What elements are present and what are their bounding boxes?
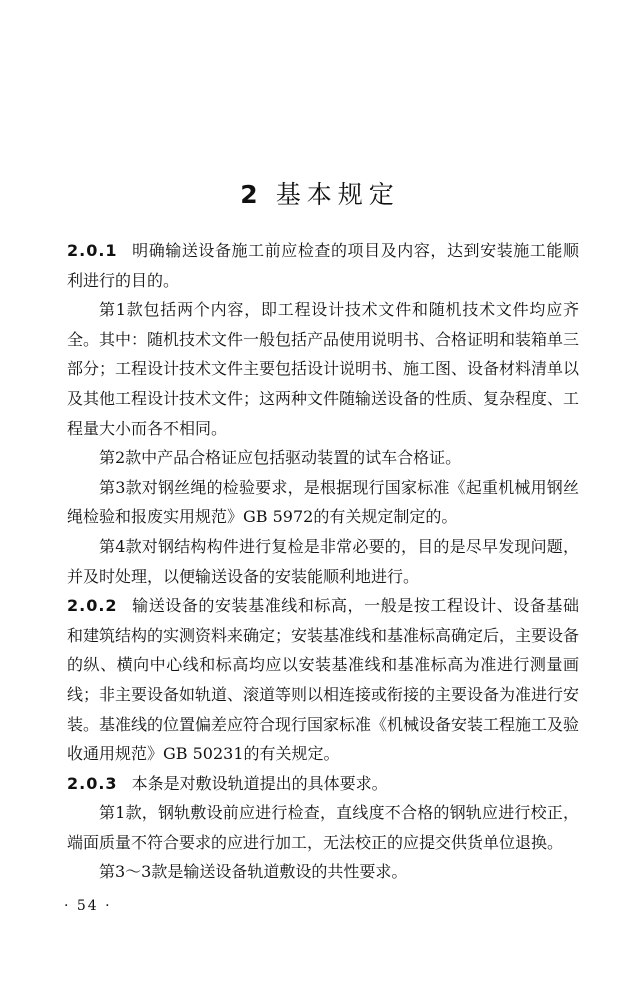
- clause-text: 输送设备的安装基准线和标高，一般是按工程设计、设备基础和建筑结构的实测资料来确定；安装基准线和基准标高确定后，主要设备的纵、横向中心线和标高均应以安装基准线和基准标高为准进行测量画线；非主要设备如轨道、滚道等则以相连接或衔接的主要设备为准进行安装。基准线的位置偏差应符合现行国家标准《机械设备安装工程施工及验收通用规范》GB 50231的有关规定。: [67, 596, 580, 764]
- clause-number: 2.0.3: [67, 773, 118, 793]
- body-text: [67, 236, 579, 887]
- paragraph: 第1款包括两个内容，即工程设计技术文件和随机技术文件均应齐全。其中：随机技术文件一般包括产品使用说明书、合格证明和装箱单三部分；工程设计技术文件主要包括设计说明书、施工图、设备材料清单以及其他工程设计技术文件；这两种文件随输送设备的性质、复杂程度、工程量大小而各不相同。: [67, 300, 580, 438]
- clause-text: 本条是对敷设轨道提出的具体要求。: [131, 773, 388, 793]
- clause-number: 2.0.2: [67, 596, 118, 616]
- clause-text: 明确输送设备施工前应检查的项目及内容，达到安装施工能顺利进行的目的。: [67, 241, 579, 290]
- paragraph: 第2款中产品合格证应包括驱动装置的试车合格证。: [99, 448, 462, 468]
- chapter-title: 基本规定: [275, 179, 400, 209]
- clause-2-0-3: [67, 769, 579, 799]
- page-number: · 54 ·: [64, 898, 112, 914]
- paragraph: 第1款，钢轨敷设前应进行检查，直线度不合格的钢轨应进行校正，端面质量不符合要求的应进行加工，无法校正的应提交供货单位退换。: [67, 803, 579, 852]
- clause-number: 2.0.1: [67, 241, 118, 260]
- chapter-heading: [0, 175, 640, 211]
- clause-2-0-2: [67, 591, 579, 769]
- paragraph: 第4款对钢结构构件进行复检是非常必要的，目的是尽早发现问题，并及时处理，以便输送设备的安装能顺利地进行。: [67, 536, 579, 586]
- paragraph: 第3～3款是输送设备轨道敷设的共性要求。: [99, 862, 408, 882]
- clause-2-0-1: [67, 236, 579, 295]
- chapter-number: 2: [240, 179, 258, 209]
- paragraph: 第3款对钢丝绳的检验要求，是根据现行国家标准《起重机械用钢丝绳检验和报废实用规范》GB 5972的有关规定制定的。: [67, 477, 579, 527]
